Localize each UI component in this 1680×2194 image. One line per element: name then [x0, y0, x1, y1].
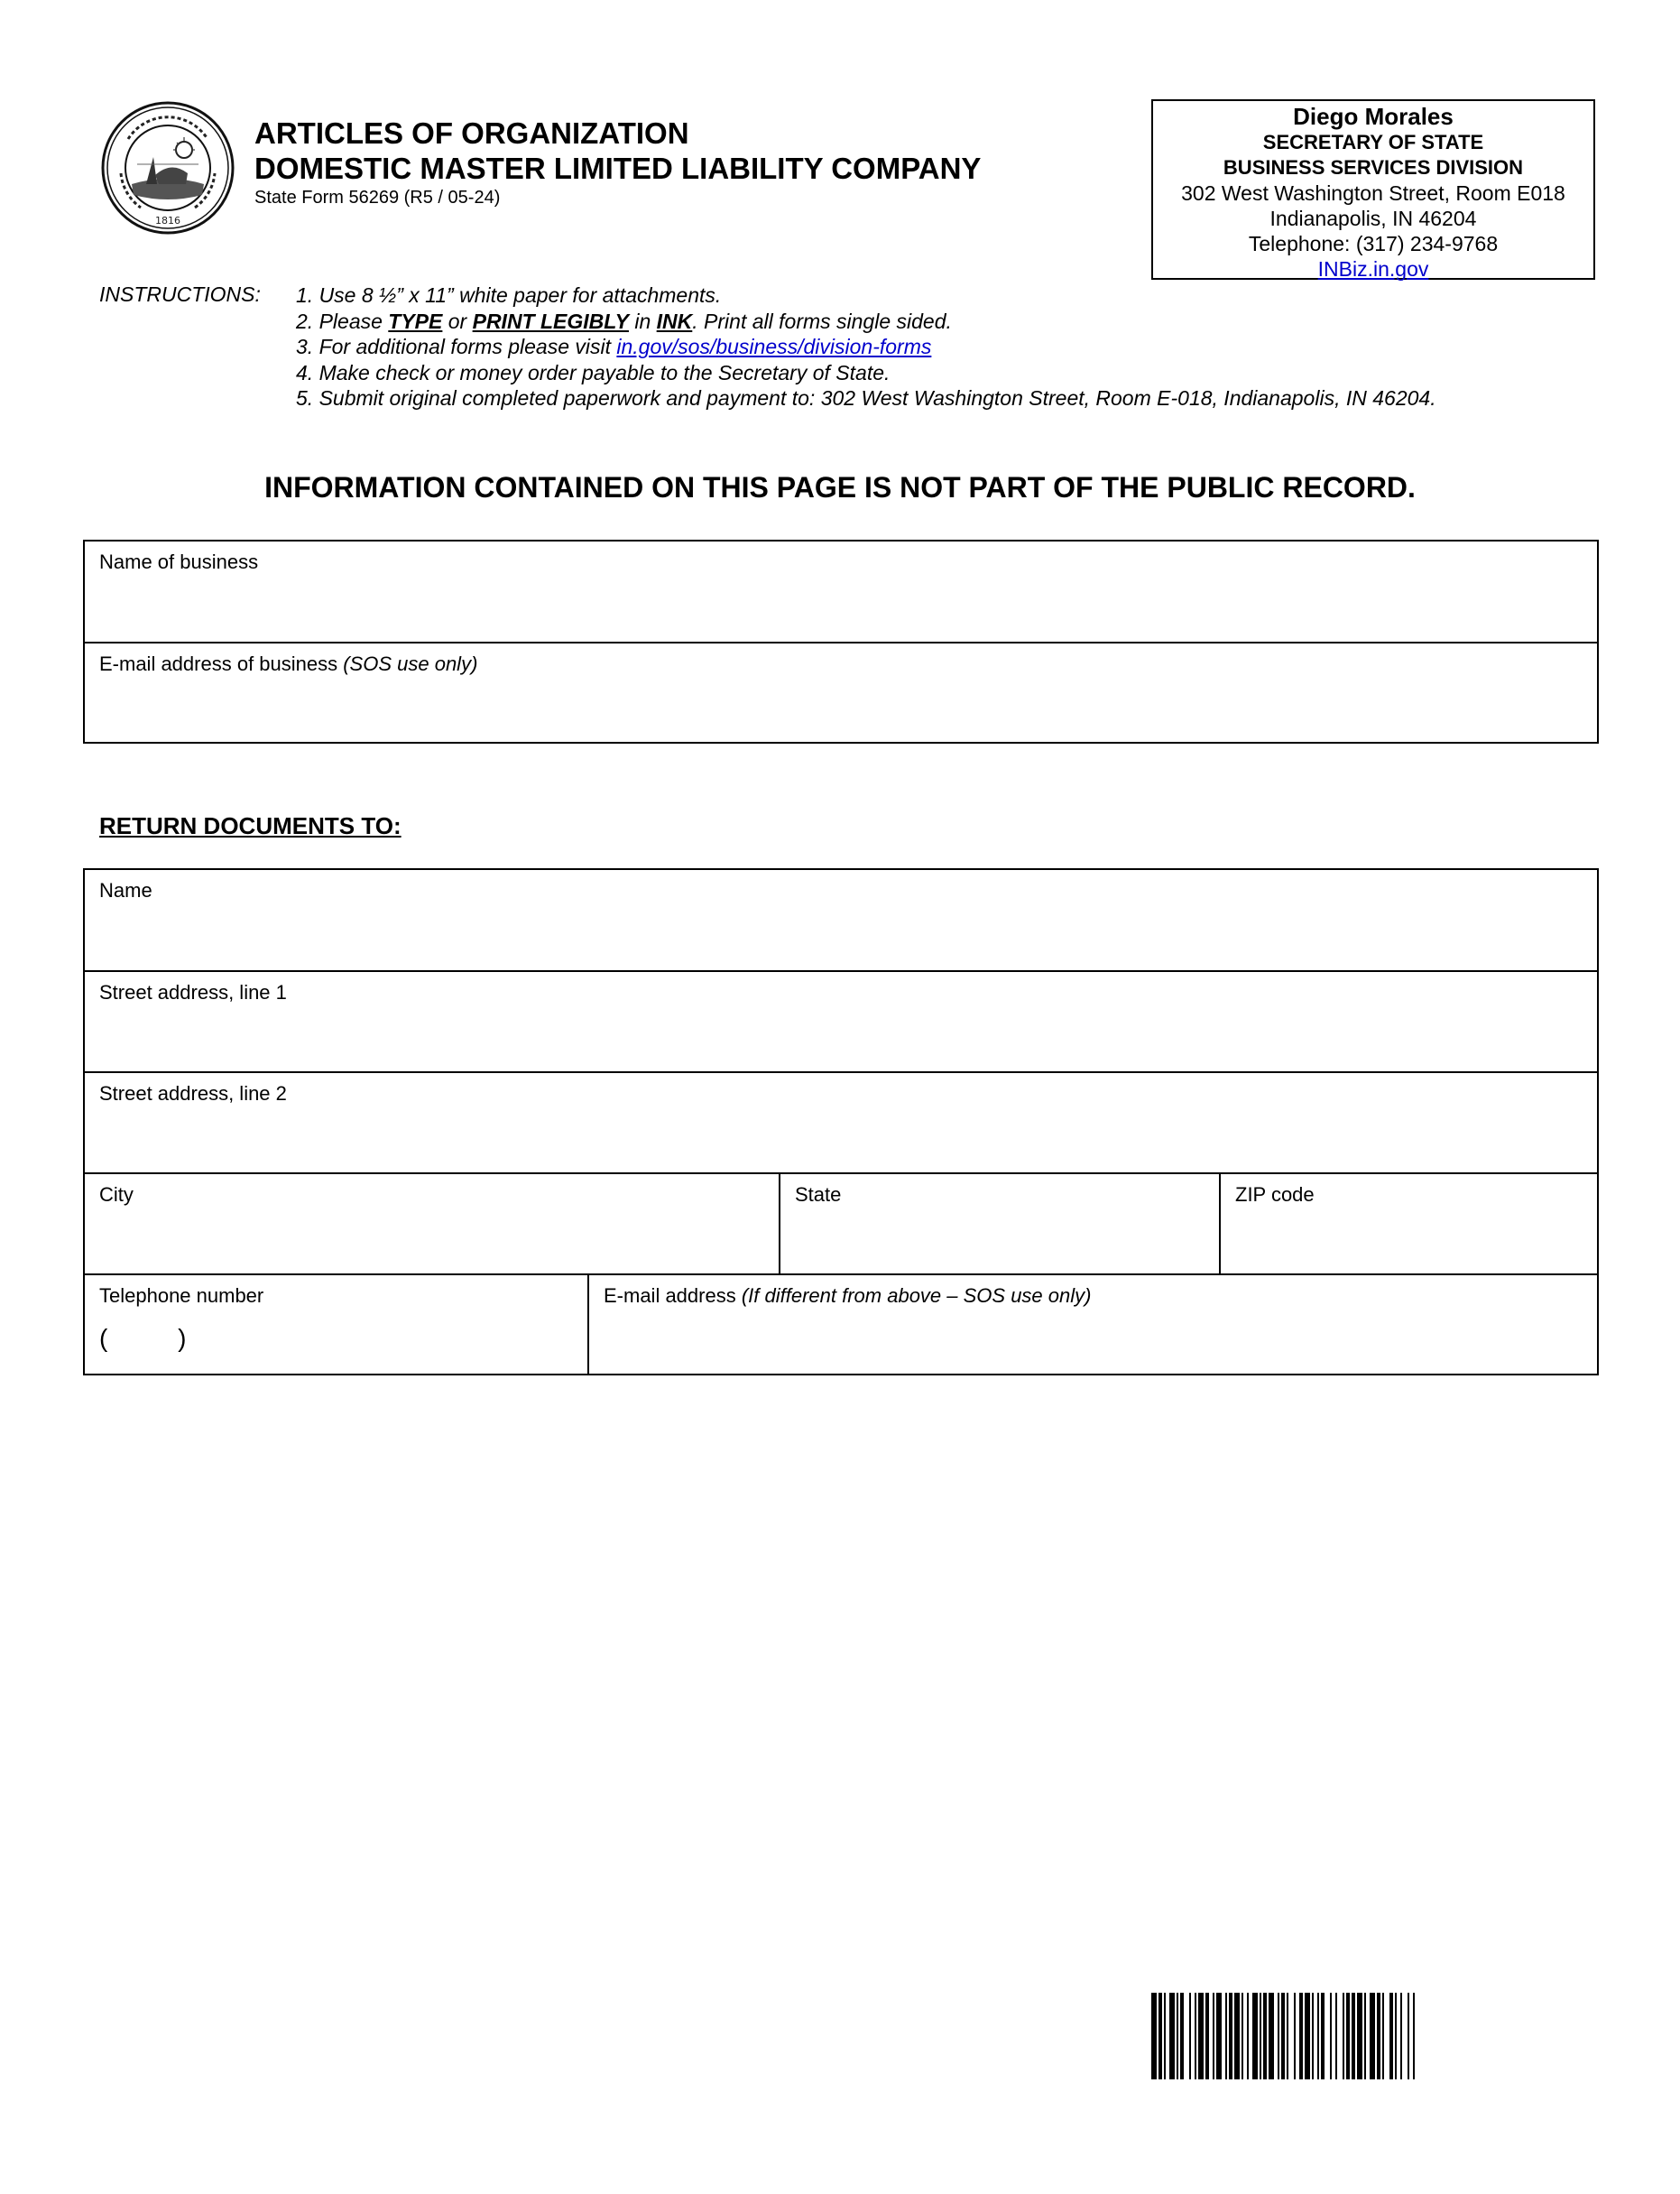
office-website-link[interactable]: INBiz.in.gov — [1317, 257, 1429, 281]
office-address-line2: Indianapolis, IN 46204 — [1269, 207, 1477, 230]
instruction-item-1: 1. Use 8 ½” x 11” white paper for attachments. — [296, 283, 722, 307]
ink-emphasis: INK — [656, 309, 693, 333]
svg-text:1816: 1816 — [155, 215, 180, 227]
return-email-field[interactable] — [589, 1275, 1597, 1374]
secretary-of-state-box — [1151, 99, 1595, 280]
division-forms-link[interactable]: in.gov/sos/business/division-forms — [616, 335, 932, 358]
public-record-notice: INFORMATION CONTAINED ON THIS PAGE IS NOT PART OF THE PUBLIC RECORD. — [264, 471, 1416, 504]
instruction-item-5: 5. Submit original completed paperwork and payment to: 302 West Washington Street, Room E-018, Indianapolis, IN 46204. — [296, 386, 1436, 410]
street-address-1-label: Street address, line 1 — [99, 981, 287, 1004]
city-field[interactable] — [85, 1174, 779, 1273]
state-label: State — [795, 1183, 842, 1206]
state-field[interactable] — [780, 1174, 1219, 1273]
zip-code-field[interactable] — [1221, 1174, 1597, 1273]
return-documents-heading: RETURN DOCUMENTS TO: — [99, 812, 402, 839]
state-seal-icon — [101, 101, 235, 235]
street-address-2-label: Street address, line 2 — [99, 1082, 287, 1105]
office-telephone: Telephone: (317) 234-9768 — [1248, 232, 1499, 255]
area-code-parentheses: ( ) — [99, 1324, 187, 1352]
business-info-table — [83, 540, 1599, 744]
instruction-item-4: 4. Make check or money order payable to the Secretary of State. — [296, 360, 891, 384]
return-documents-table — [83, 868, 1599, 1375]
business-name-field[interactable] — [85, 542, 1597, 643]
form-title: ARTICLES OF ORGANIZATION — [254, 116, 689, 150]
business-email-label: E-mail address of business (SOS use only) — [99, 653, 478, 675]
street-address-1-field[interactable] — [85, 972, 1597, 1071]
return-name-label: Name — [99, 879, 152, 902]
street-address-2-field[interactable] — [85, 1073, 1597, 1172]
secretary-name: Diego Morales — [1293, 103, 1454, 130]
form-number: State Form 56269 (R5 / 05-24) — [254, 188, 501, 208]
city-label: City — [99, 1183, 134, 1206]
return-name-field[interactable] — [85, 870, 1597, 971]
business-email-field[interactable] — [85, 643, 1597, 742]
office-address-line1: 302 West Washington Street, Room E018 — [1181, 181, 1565, 205]
form-subtitle: DOMESTIC MASTER LIMITED LIABILITY COMPANY — [254, 152, 982, 185]
return-email-label: E-mail address (If different from above – SOS use only) — [604, 1284, 1092, 1307]
business-name-label: Name of business — [99, 551, 259, 573]
print-legibly-emphasis: PRINT LEGIBLY — [472, 309, 629, 333]
instruction-item-2: 2. Please TYPE or PRINT LEGIBLY in INK. Print all forms single sided. — [296, 309, 952, 333]
instructions-label: INSTRUCTIONS: — [99, 282, 261, 306]
office-division: BUSINESS SERVICES DIVISION — [1223, 156, 1524, 179]
zip-code-label: ZIP code — [1235, 1183, 1315, 1206]
instruction-item-3: 3. For additional forms please visit in.gov/sos/business/division-forms — [296, 335, 932, 358]
instructions-list — [296, 282, 1436, 412]
telephone-label: Telephone number — [99, 1284, 264, 1307]
office-title: SECRETARY OF STATE — [1262, 131, 1484, 153]
barcode-icon — [1151, 1993, 1548, 2079]
type-emphasis: TYPE — [388, 309, 443, 333]
